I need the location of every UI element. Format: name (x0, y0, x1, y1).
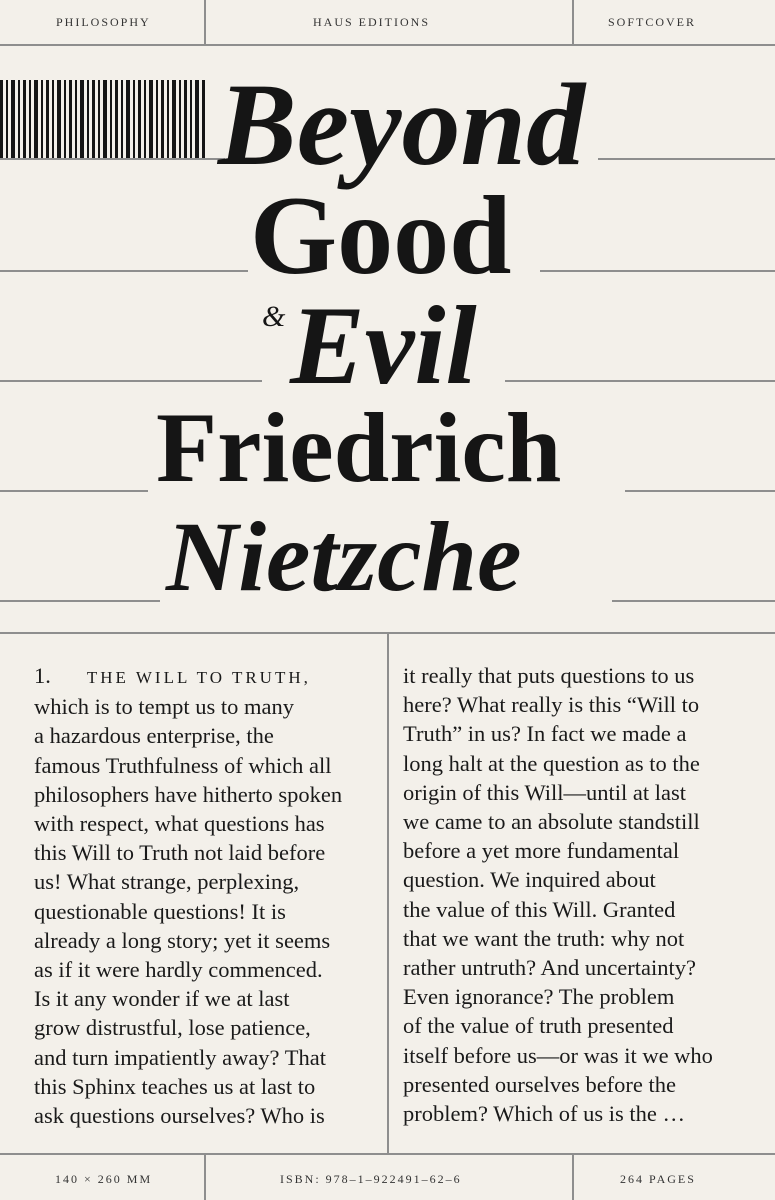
excerpt-line: which is to tempt us to many (34, 694, 294, 720)
excerpt-line: origin of this Will—until at last (403, 779, 687, 805)
excerpt-line: and turn impatiently away? That (34, 1044, 326, 1070)
excerpt-line: famous Truthfulness of which all (34, 752, 332, 778)
title-rule-5 (0, 600, 160, 602)
author-last-name: Nietzche (166, 501, 522, 612)
dimensions-label: 140 × 260 MM (55, 1172, 153, 1186)
title-rule-1 (0, 158, 225, 160)
excerpt-line: grow distrustful, lose patience, (34, 1015, 311, 1041)
header-rule (0, 44, 775, 46)
excerpt-line: already a long story; yet it seems (34, 927, 331, 953)
excerpt-line: here? What really is this “Will to (403, 692, 700, 718)
excerpt-line: we came to an absolute standstill (403, 809, 700, 835)
excerpt-line: that we want the truth: why not (403, 925, 685, 951)
excerpt-line: us! What strange, perplexing, (34, 869, 300, 895)
barcode-icon (0, 80, 206, 160)
excerpt-line: as if it were hardly commenced. (34, 957, 323, 983)
excerpt-line: Truth” in us? In fact we made a (403, 721, 687, 747)
excerpt-line: presented ourselves before the (403, 1071, 677, 1097)
excerpt-left-column (34, 661, 379, 1130)
excerpt-heading-line (34, 661, 379, 692)
body-column-divider (387, 632, 389, 1154)
footer-divider-right (572, 1155, 574, 1200)
ampersand: & (262, 300, 286, 333)
title-rule-5b (612, 600, 775, 602)
excerpt-line: before a yet more fundamental (403, 838, 680, 864)
excerpt-line: a hazardous enterprise, the (34, 723, 274, 749)
excerpt-line: the value of this Will. Granted (403, 896, 676, 922)
body-bottom-rule (0, 1153, 775, 1155)
footer-divider-left (204, 1155, 206, 1200)
title-rule-4b (625, 490, 775, 492)
title-rule-1b (598, 158, 775, 160)
title-rule-2 (0, 270, 248, 272)
book-title-line-3: Evil (290, 284, 477, 408)
title-rule-3 (0, 380, 262, 382)
excerpt-line: Is it any wonder if we at last (34, 986, 290, 1012)
book-title-line-1: Beyond (218, 59, 586, 190)
excerpt-line: philosophers have hitherto spoken (34, 781, 343, 807)
format-label: SOFTCOVER (608, 15, 697, 29)
excerpt-number: 1. (34, 663, 51, 688)
excerpt-line: Even ignorance? The problem (403, 984, 675, 1010)
excerpt-line: it really that puts questions to us (403, 663, 695, 688)
excerpt-line: this Will to Truth not laid before (34, 840, 326, 866)
author-first-name: Friedrich (156, 392, 562, 503)
excerpt-line: this Sphinx teaches us at last to (34, 1073, 316, 1099)
excerpt-right-column (403, 661, 763, 1128)
excerpt-line: itself before us—or was it we who (403, 1042, 713, 1068)
excerpt-line: long halt at the question as to the (403, 750, 700, 776)
excerpt-line: with respect, what questions has (34, 811, 325, 837)
excerpt-line: of the value of truth presented (403, 1013, 674, 1039)
header-divider-right (572, 0, 574, 44)
title-rule-2b (540, 270, 775, 272)
excerpt-line: questionable questions! It is (34, 898, 286, 924)
book-title-line-2: Good (250, 174, 512, 298)
excerpt-line: question. We inquired about (403, 867, 656, 893)
header-divider-left (204, 0, 206, 44)
excerpt-heading: THE WILL TO TRUTH, (86, 668, 311, 687)
excerpt-line: problem? Which of us is the … (403, 1101, 686, 1127)
excerpt-line: ask questions ourselves? Who is (34, 1103, 325, 1129)
isbn-label: ISBN: 978–1–922491–62–6 (280, 1172, 462, 1186)
publisher-label: HAUS EDITIONS (313, 15, 430, 29)
excerpt-line: rather untruth? And uncertainty? (403, 955, 697, 981)
category-label: PHILOSOPHY (56, 15, 151, 29)
page-count-label: 264 PAGES (620, 1172, 696, 1186)
title-rule-3b (505, 380, 775, 382)
title-rule-4 (0, 490, 148, 492)
